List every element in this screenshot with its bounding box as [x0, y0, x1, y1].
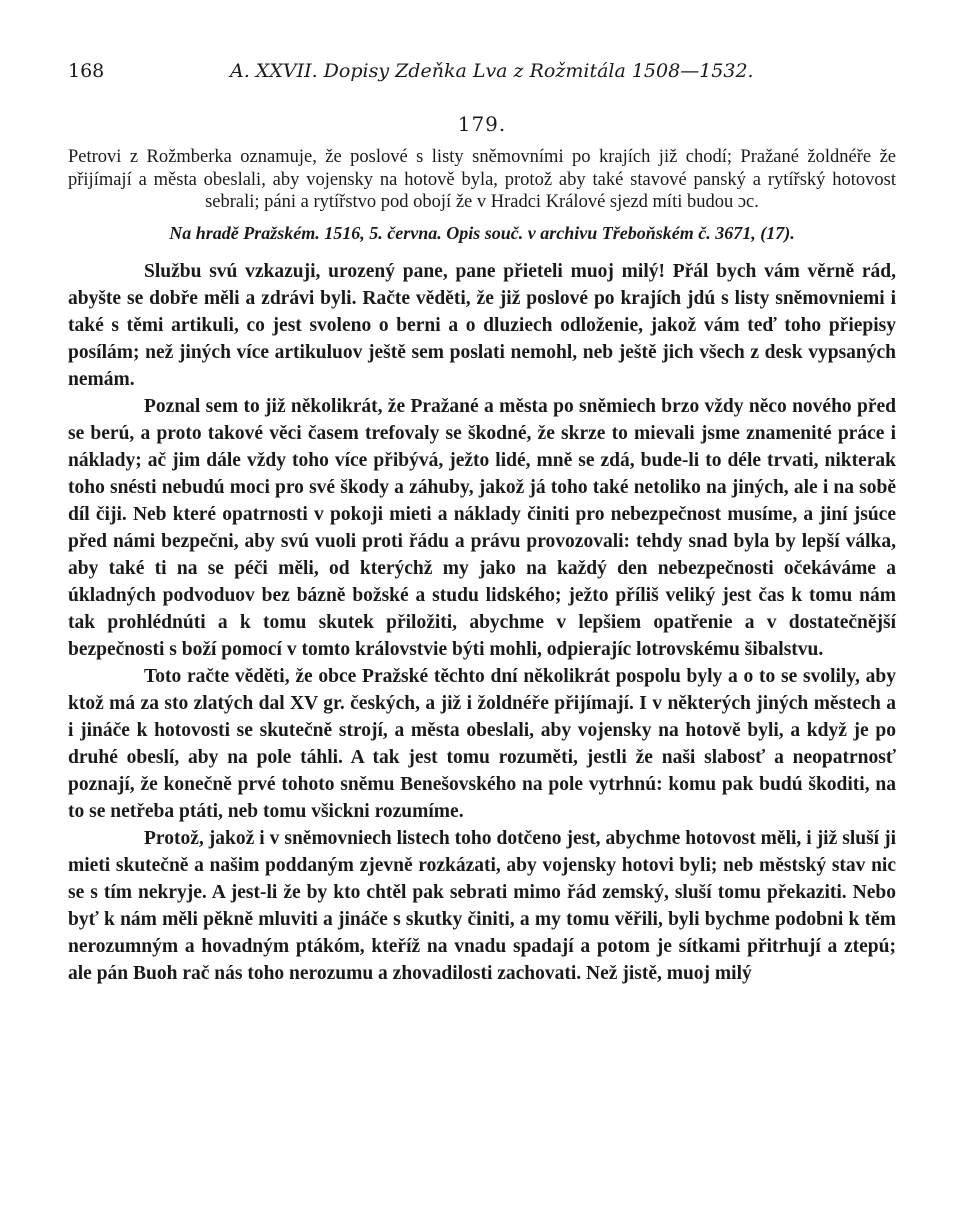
paragraph-1: Službu svú vzkazuji, urozený pane, pane přieteli muoj milý! Přál bych vám věrně rád, abyšte se dobře měli a zdrávi byli. Račte věděti, že již poslové po krajích jdú s listy sněmovniemi i také s těmi artikuli, co jest svoleno o berni a o dluziech odloženie, jakož vám teď toho přiepisy posílám; než jiných více artikuluov ještě sem poslati nemohl, neb ještě jich všech z desk vypsaných nemám.	[68, 260, 896, 390]
running-head	[68, 60, 896, 90]
paragraph-4: Protož, jakož i v sněmovniech listech toho dotčeno jest, abychme hotovost měli, i již sluší ji mieti skutečně a našim poddaným zjevně rozkázati, aby vojensky hotovi byli; neb městský stav nic se s tím nekryje. A jest-li že by kto chtěl pak sebrati mimo řád zemský, sluší tomu překaziti. Nebo byť k nám měli pěkně mluviti a jináče s skutky činiti, a my tomu věřili, byli bychme podobni k těm nerozumným a hovadným ptákóm, kteříž na vnadu spadají a potom je sítkami přitrhují a ztepú; ale pán Buoh rač nás toho nerozumu a zhovadilosti zachovati. Než jistě, muoj milý	[68, 827, 896, 984]
source-citation: Na hradě Pražském. 1516, 5. června. Opis souč. v archivu Třeboňském č. 3671, (17).	[169, 222, 795, 243]
paragraph-3: Toto račte věděti, že obce Pražské těchto dní několikrát pospolu byly a o to se svolily, aby ktož má za sto zlatých dal XV gr. českých, a již i žoldnéře přijímají. I v některých jiných městech a i jináče k hotovosti se skutečně strojí, a města obeslali, aby vojensky na hotově byli, a když je po druhé obeslí, aby na pole táhli. A tak jest tomu rozuměti, jestli že naši slabosť a neopatrnosť poznají, že konečně prvé tohoto sněmu Benešovského na pole vytrhnú: komu pak budú škoditi, na to se netřeba ptáti, neb tomu všickni rozumíme.	[68, 665, 896, 822]
document-number: 179.	[457, 112, 507, 136]
paragraph-2: Poznal sem to již několikrát, že Pražané a města po sněmiech brzo vždy něco nového před se berú, a proto takové věci časem trefovaly se škodné, že skrze to mievali jsme znamenité práce i náklady; ač jim dále vždy toho více přibývá, ježto lidé, mně se zdá, bude-li to déle trvati, nikterak toho snésti nebudú moci pro své škody a záhuby, jakož já toho také netoliko na jiných, ale i na sobě díl čiji. Neb které opatrnosti v pokoji mieti a náklady činiti pro nebezpečnost musíme, a jiní jsúce před námi bezpečni, aby svú vuoli proti řádu a právu provozovali: tehdy snad byla by lepší válka, aby také ti na se péči měli, od kterýchž my jako na každý den nebezpečnosti očekáváme a úkladných podvoduov bez bázně božské a studu lidského; ježto příliš veliký jest čas k tomu nám tak prohlédnúti a k tomu skutek přiložiti, abychme v lepšiem opatřenie a v dostatečnější bezpečnosti s boží pomocí v tomto královstvie býti mohli, odpierajíc lotrovskému šibalstvu.	[68, 395, 896, 660]
regest-summary: Petrovi z Rožmberka oznamuje, že poslové s listy sněmovními po krajích již chodí; Pražané žoldnéře že přijímají a města obeslali, aby vojensky na hotově byla, protož aby také stavové panský a rytířský hotovost sebrali; páni a rytířstvo pod obojí že v Hradci Králové sjezd míti budou ɔc.	[68, 147, 896, 212]
running-title: A. XXVII. Dopisy Zdeňka Lva z Rožmitála 1508—1532.	[230, 60, 754, 82]
page-number: 168	[68, 60, 105, 82]
letter-body	[68, 258, 896, 987]
document-page	[68, 60, 896, 987]
